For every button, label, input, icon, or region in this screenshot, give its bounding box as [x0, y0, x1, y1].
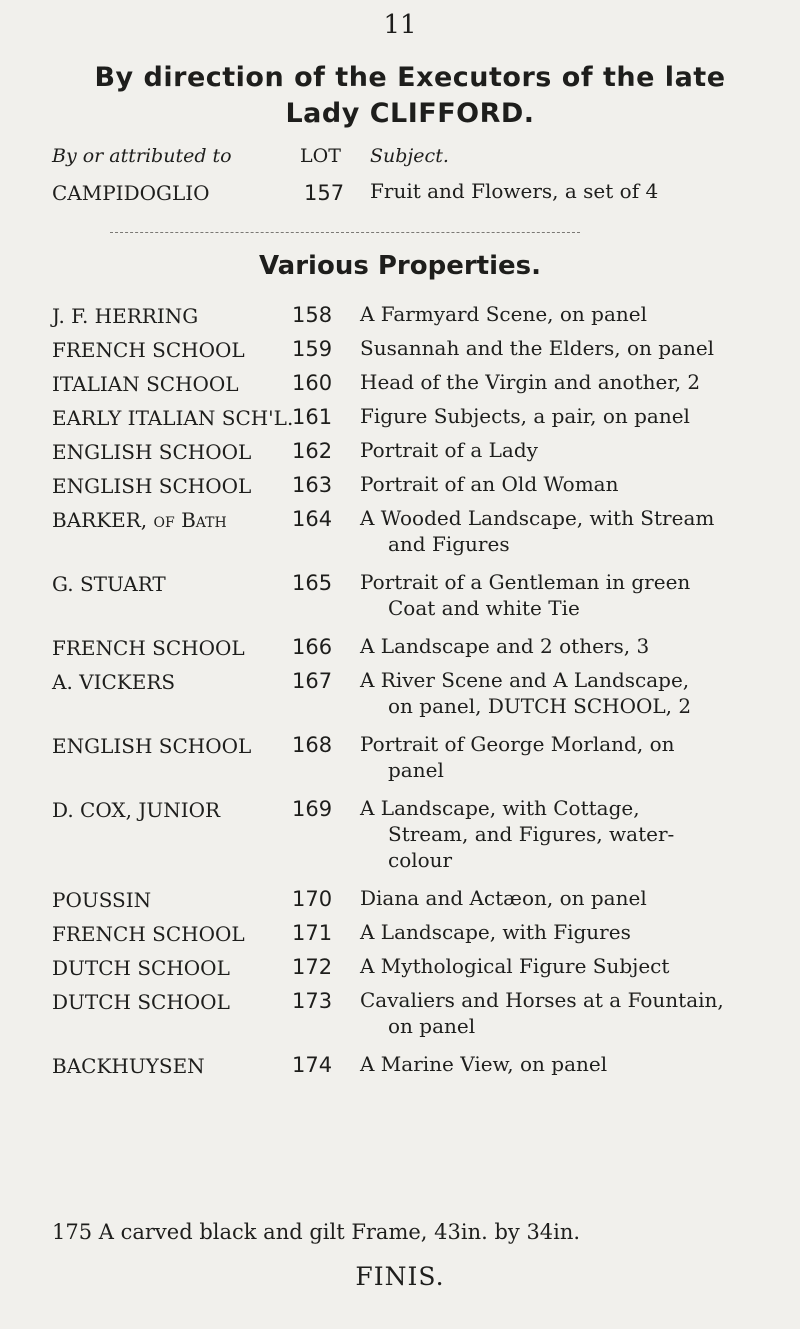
page-number: 11: [383, 10, 417, 40]
entry-subject-line: A Mythological Figure Subject: [360, 954, 670, 978]
column-header-attributed: By or attributed to: [52, 145, 232, 167]
entry-subject: [360, 335, 790, 361]
entry-subject: [360, 301, 790, 327]
entry-artist: BACKHUYSEN: [52, 1054, 205, 1078]
entry-lot: 162: [292, 439, 333, 463]
entry-lot: 161: [292, 405, 333, 429]
entry-lot: 170: [292, 887, 333, 911]
entry-subject-line: A Landscape, with Figures: [360, 920, 631, 944]
entry-subject: [360, 987, 790, 1039]
entry-artist: A. VICKERS: [52, 670, 176, 694]
entry-lot: 173: [292, 989, 333, 1013]
entry-subject: [360, 953, 790, 979]
entry-subject-line: panel: [388, 758, 444, 782]
entry-subject-line: colour: [388, 848, 453, 872]
entry-subject-line: A Farmyard Scene, on panel: [360, 302, 648, 326]
entry-subject-line: Diana and Actæon, on panel: [360, 886, 647, 910]
entry-subject-line: Portrait of George Morland, on: [360, 732, 675, 756]
entry-artist: CAMPIDOGLIO: [52, 181, 210, 205]
entry-subject: [360, 795, 790, 873]
entry-subject: [360, 403, 790, 429]
entry-subject: [360, 1051, 790, 1077]
column-header-lot: LOT: [300, 145, 341, 167]
entry-lot: 172: [292, 955, 333, 979]
entry-subject-line: Head of the Virgin and another, 2: [360, 370, 701, 394]
entry-artist: POUSSIN: [52, 888, 152, 912]
entry-artist: ENGLISH SCHOOL: [52, 474, 252, 498]
entry-subject: [360, 369, 790, 395]
entry-subject-line: A River Scene and A Landscape,: [360, 668, 690, 692]
entry-lot: 157: [304, 181, 345, 205]
entry-artist: EARLY ITALIAN SCH'L.: [52, 406, 294, 430]
entry-lot: 163: [292, 473, 333, 497]
entry-subject-line: on panel: [388, 1014, 476, 1038]
entry-subject-line: Portrait of a Lady: [360, 438, 538, 462]
entry-subject-line: Susannah and the Elders, on panel: [360, 336, 715, 360]
entry-subject: [360, 471, 790, 497]
entry-subject-line: on panel, DUTCH SCHOOL, 2: [388, 694, 692, 718]
entry-subject-line: Cavaliers and Horses at a Fountain,: [360, 988, 724, 1012]
column-header-subject: Subject.: [370, 145, 449, 167]
entry-subject: [360, 569, 790, 621]
entry-lot: 174: [292, 1053, 333, 1077]
finis: FINIS.: [355, 1262, 445, 1291]
entry-artist: DUTCH SCHOOL: [52, 956, 230, 980]
final-lot-line: 175 A carved black and gilt Frame, 43in. by 34in.: [52, 1220, 581, 1244]
entry-lot: 169: [292, 797, 333, 821]
entry-subject-line: Coat and white Tie: [388, 596, 580, 620]
entry-lot: 168: [292, 733, 333, 757]
entry-subject-line: Portrait of a Gentleman in green: [360, 570, 691, 594]
entry-subject: [360, 437, 790, 463]
entry-artist: BARKER, of Bath: [52, 508, 227, 532]
entry-artist: G. STUART: [52, 572, 166, 596]
entry-subject-line: A Landscape, with Cottage,: [360, 796, 640, 820]
entry-lot: 167: [292, 669, 333, 693]
entry-subject-line: A Marine View, on panel: [360, 1052, 608, 1076]
entry-artist: DUTCH SCHOOL: [52, 990, 230, 1014]
entry-subject: Fruit and Flowers, a set of 4: [370, 179, 659, 203]
entry-artist: ENGLISH SCHOOL: [52, 440, 252, 464]
entry-artist: ITALIAN SCHOOL: [52, 372, 239, 396]
entry-artist: D. COX, JUNIOR: [52, 798, 221, 822]
entry-subject-line: A Wooded Landscape, with Stream: [360, 506, 715, 530]
entry-subject: [360, 667, 790, 719]
entry-subject-line: A Landscape and 2 others, 3: [360, 634, 650, 658]
entry-artist: ENGLISH SCHOOL: [52, 734, 252, 758]
entry-artist: FRENCH SCHOOL: [52, 922, 245, 946]
entry-subject: [360, 505, 790, 557]
entry-artist: FRENCH SCHOOL: [52, 338, 245, 362]
entry-subject: [360, 919, 790, 945]
heading-line-1: By direction of the Executors of the late: [94, 62, 726, 93]
entry-lot: 158: [292, 303, 333, 327]
entry-artist: FRENCH SCHOOL: [52, 636, 245, 660]
entry-subject: [360, 633, 790, 659]
entry-lot: 159: [292, 337, 333, 361]
entry-lot: 164: [292, 507, 333, 531]
entry-lot: 160: [292, 371, 333, 395]
entry-subject-line: Figure Subjects, a pair, on panel: [360, 404, 690, 428]
section-subheading: Various Properties.: [258, 251, 541, 281]
entry-artist: J. F. HERRING: [52, 304, 199, 328]
entry-subject: [360, 731, 790, 783]
entry-lot: 171: [292, 921, 333, 945]
heading-line-2: Lady CLIFFORD.: [285, 98, 535, 129]
entry-lot: 166: [292, 635, 333, 659]
entry-subject: [360, 885, 790, 911]
entry-subject-line: Portrait of an Old Woman: [360, 472, 619, 496]
entry-subject-line: and Figures: [388, 532, 510, 556]
entry-subject-line: Stream, and Figures, water-: [388, 822, 675, 846]
entry-lot: 165: [292, 571, 333, 595]
